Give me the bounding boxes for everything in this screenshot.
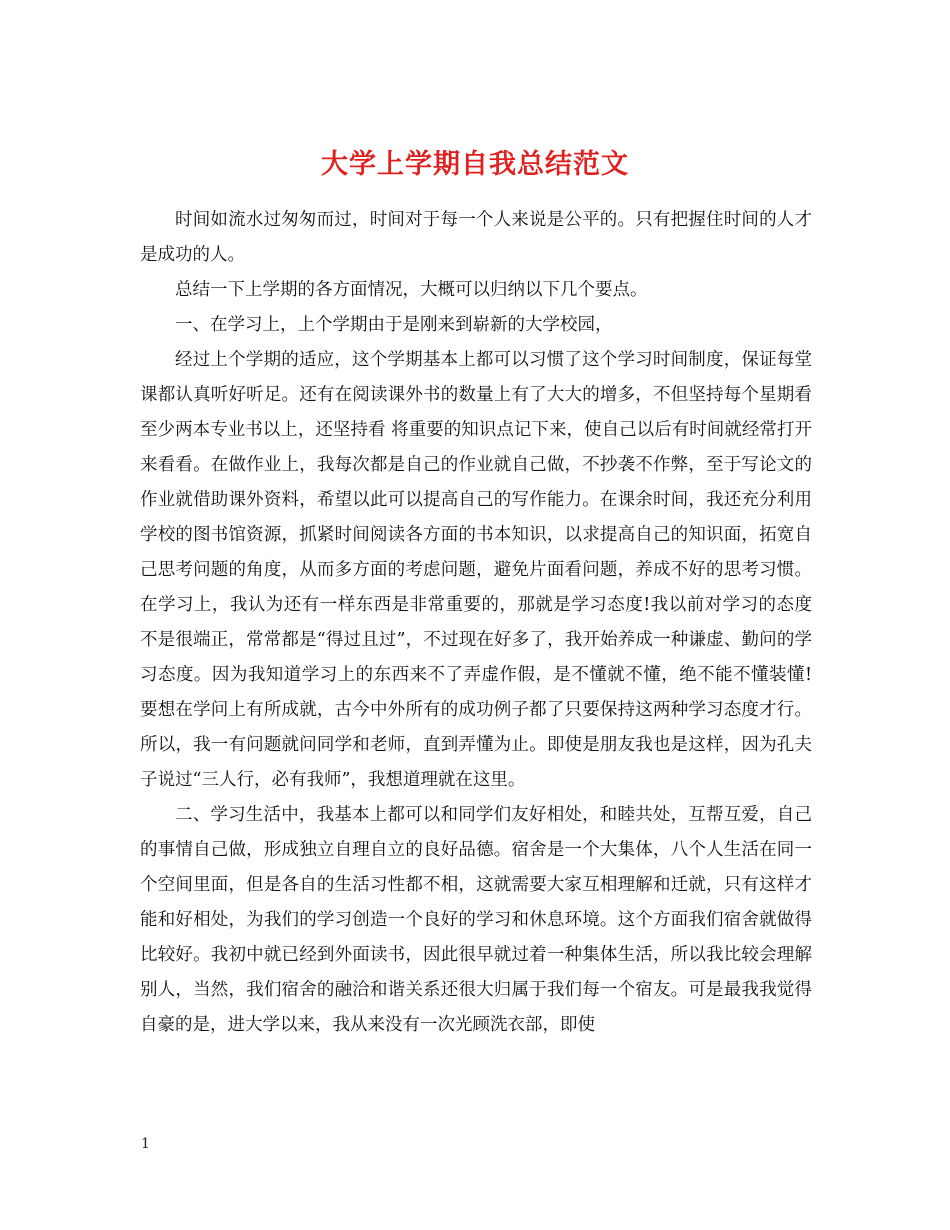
paragraph-intro: 时间如流水过匆匆而过，时间对于每一个人来说是公平的。只有把握住时间的人才是成功的人。: [140, 210, 812, 265]
paragraph-study-heading: 一、在学习上，上个学期由于是刚来到崭新的大学校园，: [175, 315, 613, 335]
document-body: [140, 203, 812, 1043]
page-number: 1: [141, 1136, 150, 1152]
paragraph-study: 经过上个学期的适应，这个学期基本上都可以习惯了这个学习时间制度，保证每堂课都认真听好听足。还有在阅读课外书的数量上有了大大的增多，不但坚持每个星期看至少两本专业书以上，还坚持看 将重要的知识点记下来，使自己以后有时间就经常打开来看看。在做作业上，我每次都是自己的作业就自己做，不抄袭不作弊，至于写论文的作业就借助课外资料，希望以此可以提高自己的写作能力。在课余时间，我还充分利用学校的图书馆资源，抓紧时间阅读各方面的书本知识，以求提高自己的知识面，拓宽自己思考问题的角度，从而多方面的考虑问题，避免片面看问题，养成不好的思考习惯。在学习上，我认为还有一样东西是非常重要的，那就是学习态度!我以前对学习的态度不是很端正，常常都是“得过且过”，不过现在好多了，我开始养成一种谦虚、勤问的学习态度。因为我知道学习上的东西来不了弄虚作假，是不懂就不懂，绝不能不懂装懂!要想在学问上有所成就，古今中外所有的成功例子都了只要保持这两种学习态度才行。所以，我一有问题就问同学和老师，直到弄懂为止。即使是朋友我也是这样，因为孔夫子说过“三人行，必有我师”，我想道理就在这里。: [140, 350, 812, 790]
paragraph-life: 二、学习生活中，我基本上都可以和同学们友好相处，和睦共处，互帮互爱，自己的事情自己做，形成独立自理自立的良好品德。宿舍是一个大集体，八个人生活在同一个空间里面，但是各自的生活习性都不相，这就需要大家互相理解和迁就，只有这样才能和好相处，为我们的学习创造一个良好的学习和休息环境。这个方面我们宿舍就做得比较好。我初中就已经到外面读书，因此很早就过着一种集体生活，所以我比较会理解别人，当然，我们宿舍的融洽和谐关系还很大归属于我们每一个宿友。可是最我我觉得自豪的是，进大学以来，我从来没有一次光顾洗衣部，即使: [140, 805, 812, 1035]
page-title: 大学上学期自我总结范文: [321, 149, 629, 181]
paragraph-summary: 总结一下上学期的各方面情况，大概可以归纳以下几个要点。: [175, 280, 648, 300]
